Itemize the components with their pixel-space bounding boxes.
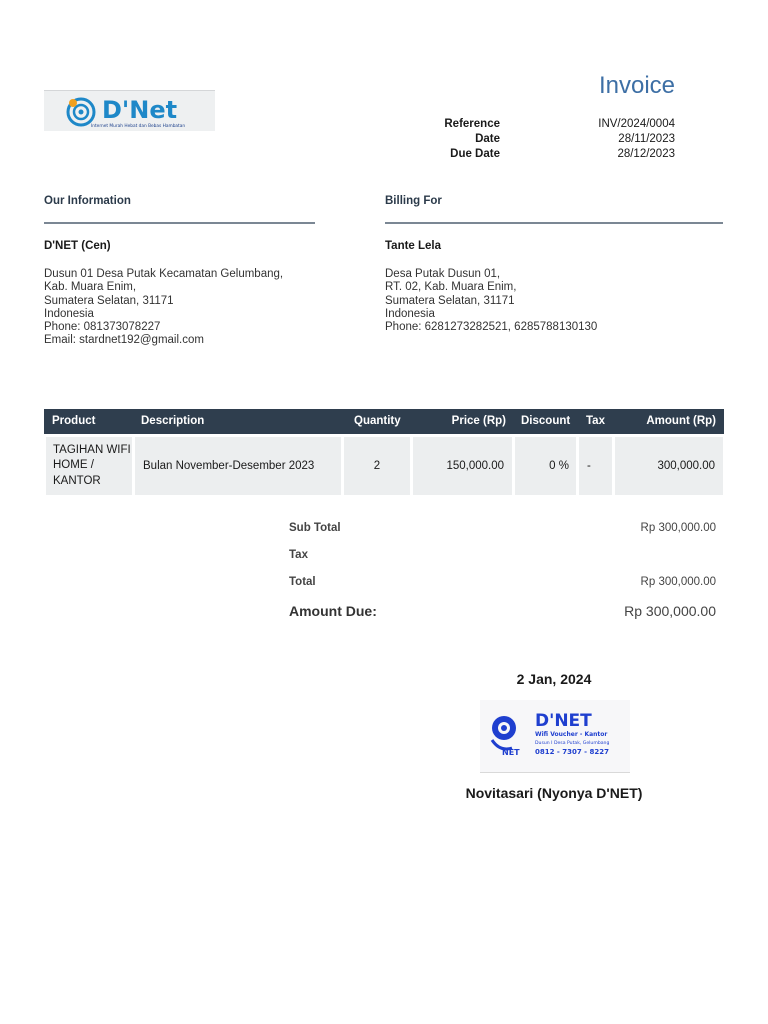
- logo-text: D'Net: [102, 96, 178, 124]
- amount-due-label: Amount Due:: [289, 603, 377, 619]
- due-date-value: 28/12/2023: [617, 148, 675, 160]
- tax-label: Tax: [289, 549, 308, 561]
- col-description: Description: [141, 415, 205, 427]
- subtotal-value: Rp 300,000.00: [640, 522, 716, 534]
- stamp-brand: D'NET: [535, 711, 592, 731]
- total-value: Rp 300,000.00: [640, 576, 716, 588]
- page-title: Invoice: [598, 72, 675, 99]
- table-row-price: [413, 437, 512, 495]
- table-row-discount: [515, 437, 576, 495]
- company-logo: [44, 90, 215, 131]
- our-information-heading: Our Information: [44, 195, 131, 207]
- col-product: Product: [52, 415, 96, 427]
- reference-value: INV/2024/0004: [598, 118, 675, 130]
- product-cell: TAGIHAN WIFI HOME / KANTOR: [53, 443, 131, 487]
- table-row-product: [46, 437, 132, 495]
- billing-for-divider: [385, 222, 723, 224]
- col-tax: Tax: [586, 415, 605, 427]
- tax-cell: -: [587, 460, 591, 472]
- stamp-phone: 0812 - 7307 - 8227: [535, 748, 610, 756]
- amount-due-value: Rp 300,000.00: [624, 603, 716, 619]
- signer-name: Novitasari (Nyonya D'NET): [465, 785, 643, 801]
- company-address: Dusun 01 Desa Putak Kecamatan Gelumbang, Kab. Muara Enim, Sumatera Selatan, 31171 Indonesia Phone: 081373078227 Email: stardnet192@gmail.com: [44, 268, 284, 347]
- our-information-divider: [44, 222, 315, 224]
- discount-cell: 0 %: [549, 460, 569, 472]
- subtotal-label: Sub Total: [289, 522, 341, 534]
- description-cell: Bulan November-Desember 2023: [143, 460, 315, 472]
- date-value: 28/11/2023: [618, 133, 675, 145]
- stamp-line2: Dusun I Desa Putak, Gelumbang: [535, 741, 610, 746]
- billing-for-heading: Billing For: [385, 195, 442, 207]
- amount-cell: 300,000.00: [657, 460, 715, 472]
- col-quantity: Quantity: [354, 415, 401, 427]
- price-cell: 150,000.00: [446, 460, 504, 472]
- table-row-quantity: [344, 437, 410, 495]
- reference-label: Reference: [444, 118, 500, 130]
- company-name: D'NET (Cen): [44, 240, 111, 252]
- items-table-header: [44, 409, 724, 434]
- col-discount: Discount: [521, 415, 571, 427]
- invoice-meta-values: [560, 117, 675, 162]
- customer-address: Desa Putak Dusun 01, RT. 02, Kab. Muara Enim, Sumatera Selatan, 31171 Indonesia Phone: 6281273282521, 6285788130130: [385, 268, 598, 334]
- date-label: Date: [475, 133, 500, 145]
- table-row-description: [135, 437, 341, 495]
- invoice-meta-labels: [400, 117, 500, 162]
- quantity-cell: 2: [373, 460, 381, 472]
- stamp-line1: Wifi Voucher - Kantor: [535, 731, 608, 738]
- stamp-subbrand: NET: [502, 748, 520, 757]
- total-label: Total: [289, 576, 316, 588]
- logo-tagline: Internet Murah Hebat dan Bebas Hambatan: [91, 124, 186, 129]
- col-price: Price (Rp): [451, 415, 506, 427]
- customer-name: Tante Lela: [385, 240, 442, 252]
- company-stamp: [480, 700, 630, 773]
- signature-date: 2 Jan, 2024: [516, 671, 592, 687]
- due-date-label: Due Date: [450, 148, 500, 160]
- table-row-tax: [579, 437, 612, 495]
- table-row-amount: [615, 437, 723, 495]
- col-amount: Amount (Rp): [646, 415, 716, 427]
